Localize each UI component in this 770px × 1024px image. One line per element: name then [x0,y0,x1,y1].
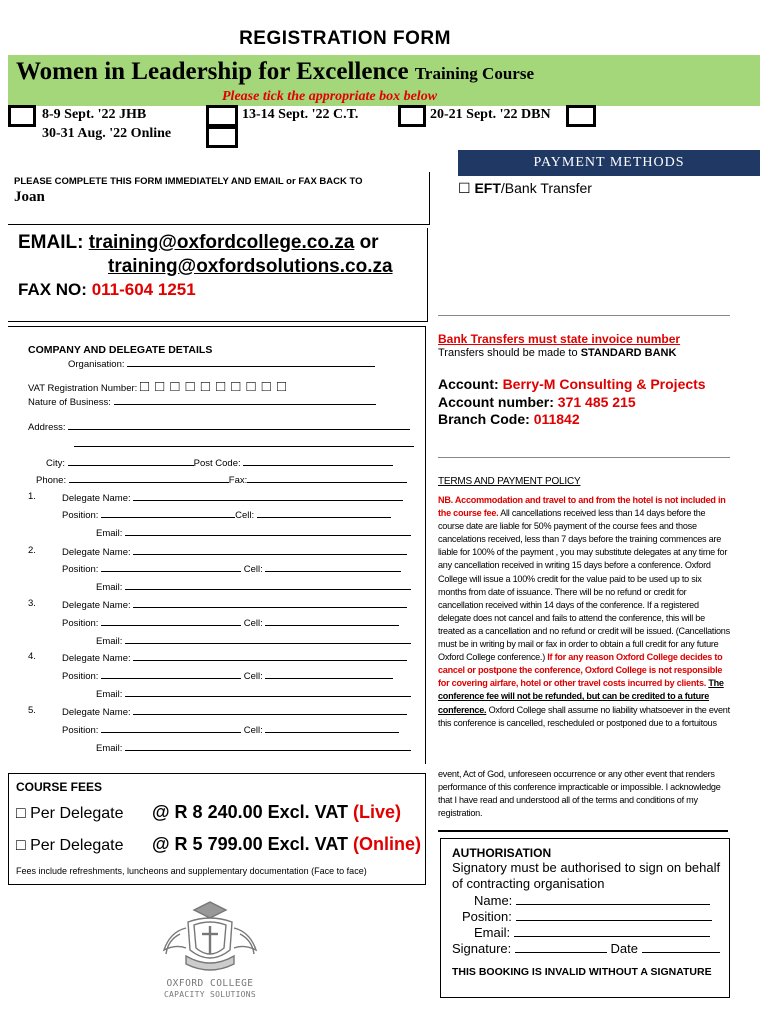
delegate-name-field[interactable] [133,545,407,555]
auth-date-field[interactable] [642,943,720,953]
auth-position-row[interactable] [462,909,712,924]
fee-option-live[interactable]: □ Per Delegate [16,805,124,822]
organisation-row[interactable] [68,357,375,370]
divider [438,457,730,458]
delegate-position-row[interactable] [62,562,401,575]
position-label: Position: [62,510,99,521]
position-label: Position: [62,564,99,575]
cell-field[interactable] [257,508,391,518]
form-title: REGISTRATION FORM [239,28,451,49]
fax-field[interactable] [247,473,407,483]
phone-row[interactable] [36,473,407,486]
account-label: Account: [438,376,499,392]
vat-boxes[interactable]: □ □ □ □ □ □ □ □ □ □ [139,378,288,395]
post-code-field[interactable] [243,456,393,466]
delegate-name-row[interactable] [62,651,407,664]
authorisation-description: Signatory must be authorised to sign on behalf of contracting organisation [452,860,721,891]
course-fees-title: COURSE FEES [16,780,103,794]
delegate-name-label: Delegate Name: [62,547,131,558]
fee-price-live: @ R 8 240.00 Excl. VAT [152,802,348,822]
policy-nb: NB. Accommodation and travel to and from the hotel is not included in the course fee. [438,495,726,519]
logo-text-line1: OXFORD COLLEGE [166,978,254,989]
fax-number: 011-604 1251 [91,280,196,299]
position-field[interactable] [101,616,241,626]
auth-email-field[interactable] [514,927,710,937]
cell-label: Cell: [243,564,263,575]
position-label: Position: [62,618,99,629]
nature-field[interactable] [114,395,376,405]
delegate-name-field[interactable] [133,598,407,608]
fee-mode-live: (Live) [353,802,402,822]
city-field[interactable] [68,456,194,466]
fee-price-online: @ R 5 799.00 Excl. VAT [152,834,348,854]
option-label-online: 30-31 Aug. '22 Online [42,126,172,141]
email-field-label: Email: [96,636,123,647]
auth-email-row[interactable] [474,925,710,940]
account-name: Berry-M Consulting & Projects [502,376,706,392]
branch-code: 011842 [533,411,580,427]
email-field-label: Email: [96,582,123,593]
auth-date-label: Date [610,941,638,956]
cell-field[interactable] [265,723,399,733]
branch-label: Branch Code: [438,411,530,427]
email-field[interactable] [125,687,411,697]
auth-position-label: Position: [462,909,512,924]
booking-invalid-notice: THIS BOOKING IS INVALID WITHOUT A SIGNATURE [452,966,712,978]
option-checkbox-online[interactable] [206,126,238,148]
delegate-name-label: Delegate Name: [62,600,131,611]
city-row[interactable] [46,456,393,469]
delegate-name-field[interactable] [133,651,407,661]
delegate-name-row[interactable] [62,491,403,504]
phone-field[interactable] [69,473,229,483]
course-title-main: Women in Leadership for Excellence [16,58,409,85]
auth-name-field[interactable] [516,895,710,905]
auth-signature-field[interactable] [515,943,607,953]
logo-text-line2: CAPACITY SOLUTIONS [163,990,257,999]
tick-instruction: Please tick the appropriate box below [222,89,438,104]
email-field-label: Email: [96,528,123,539]
option-checkbox-dbn-left[interactable] [398,105,426,127]
divider [438,315,730,316]
option-label-dbn: 20-21 Sept. '22 DBN [430,107,551,122]
fax-label: FAX NO: [18,280,87,299]
option-checkbox-dbn[interactable] [566,105,596,127]
eft-label: EFT [474,180,501,196]
delegate-name-row[interactable] [62,598,407,611]
position-field[interactable] [101,508,235,518]
fax-field-label: Fax: [228,475,248,486]
auth-name-label: Name: [474,893,513,908]
position-field[interactable] [101,723,241,733]
delegate-name-field[interactable] [133,491,403,501]
address-row-2[interactable] [74,437,414,450]
delegate-position-row[interactable] [62,723,399,736]
policy-cancellation: All cancellations received less than 14 days before the course date are liable for 50% payment of the course fees and those cancelations received, less than 7 days before the training commences are liable for 100% of the payment , you may substitute delegates at any time for any cancellation received in writing 15 days before a conference. Oxford College will issue a 100% credit for the value paid to be used up to six months from date of issuance. There will be no refund or credit for cancellation received within 14 days of the conference. If a registered delegate does not cancel and fails to attend the conference, this will be treated as a cancellation and no refund or credit will be issued. (Cancellations must be in writing by mail or fax in order to obtain a full credit for any future Oxford College conference.) [438,508,730,663]
position-field[interactable] [101,562,241,572]
course-title-sub: Training Course [414,64,534,83]
email-line [18,232,379,254]
delegate-email-row[interactable] [96,741,411,754]
company-heading: COMPANY AND DELEGATE DETAILS [28,344,213,356]
cell-label: Cell: [243,671,263,682]
return-instruction: PLEASE COMPLETE THIS FORM IMMEDIATELY AND EMAIL or FAX BACK TO [14,176,363,187]
email-or: or [359,232,379,253]
auth-signature-label: Signature: [452,941,512,956]
delegate-email-row[interactable] [96,580,411,593]
delegate-email-row[interactable] [96,687,411,700]
vat-row [28,378,287,395]
option-label-ct: 13-14 Sept. '22 C.T. [242,107,359,122]
auth-email-label: Email: [474,925,511,940]
authorisation-title: AUTHORISATION [452,846,552,860]
fee-mode-online: (Online) [353,834,421,854]
cell-field[interactable] [265,616,399,626]
email-field[interactable] [125,580,411,590]
account-name-row [438,376,706,392]
cell-label: Cell: [235,510,255,521]
phone-label: Phone: [36,475,67,486]
auth-name-row[interactable] [474,893,710,908]
position-label: Position: [62,725,99,736]
nature-label: Nature of Business: [28,397,111,408]
address-field[interactable] [68,420,410,430]
position-field[interactable] [101,669,241,679]
oxford-crest-icon [150,892,270,1002]
fax-line [18,280,196,300]
divider [438,830,728,832]
fees-note: Fees include refreshments, luncheons and supplementary documentation (Face to face) [16,866,367,876]
policy-liability: Oxford College shall assume no liability whatsoever in the event this conference is cancelled, rescheduled or postponed due to a fortuitous [438,704,730,728]
auth-signature-row[interactable] [452,941,720,956]
eft-checkbox[interactable]: ☐ [458,180,471,196]
account-number-label: Account number: [438,394,554,410]
delegate-email-row[interactable] [96,634,411,647]
delegate-name-label: Delegate Name: [62,653,131,664]
policy-title: TERMS AND PAYMENT POLICY [438,476,581,487]
policy-postpone: If for any reason Oxford College decides to cancel or postpone the conference, Oxford College is not responsible for covering airfare, hotel or other travel costs incurred by clients. [438,652,723,689]
transfer-prefix: Transfers should be made to [438,347,578,359]
delegate-number: 4. [28,651,36,662]
fee-amount-online [152,834,421,855]
nature-row[interactable] [28,395,376,408]
organisation-label: Organisation: [68,359,125,370]
cell-field[interactable] [265,669,393,679]
transfer-instruction [438,347,676,359]
auth-position-field[interactable] [516,911,712,921]
address-field-2[interactable] [74,437,414,447]
delegate-position-row[interactable] [62,508,391,521]
cell-label: Cell: [243,618,263,629]
policy-acknowledgement: event, Act of God, unforeseen occurrence or any other event that renders performance of this conference impracticable or impossible. I acknowledge that I have read and understood all of the terms and conditions of my registration. [438,769,721,819]
delegate-number: 1. [28,491,36,502]
eft-option[interactable] [458,180,592,197]
delegate-name-label: Delegate Name: [62,707,131,718]
option-checkbox-jhb[interactable] [8,105,36,127]
cell-field[interactable] [265,562,401,572]
vat-label: VAT Registration Number: [28,383,138,394]
email-field-label: Email: [96,743,123,754]
cell-label: Cell: [243,725,263,736]
policy-text [438,494,730,730]
account-number-row [438,394,636,410]
city-label: City: [46,458,65,469]
delegate-name-label: Delegate Name: [62,493,131,504]
address-row[interactable] [28,420,410,433]
bank-transfer-heading: Bank Transfers must state invoice number [438,332,681,346]
eft-label-rest: /Bank Transfer [500,180,592,196]
organisation-field[interactable] [127,357,375,367]
delegate-number: 3. [28,598,36,609]
delegate-position-row[interactable] [62,669,393,682]
payment-methods-header: PAYMENT METHODS [458,150,760,176]
account-number: 371 485 215 [557,394,636,410]
delegate-number: 5. [28,705,36,716]
delegate-position-row[interactable] [62,616,399,629]
delegate-email-row[interactable] [96,526,411,539]
email-link-1[interactable]: training@oxfordcollege.co.za [88,232,355,253]
branch-code-row [438,411,580,427]
policy-no-refund: The conference fee will not be refunded, but can be credited to a future conference. [438,678,724,715]
email-field[interactable] [125,634,411,644]
address-label: Address: [28,422,66,433]
transfer-bank: STANDARD BANK [580,347,677,359]
option-checkbox-ct[interactable] [206,105,238,127]
delegate-name-row[interactable] [62,545,407,558]
delegate-number: 2. [28,545,36,556]
position-label: Position: [62,671,99,682]
delegate-name-field[interactable] [133,705,407,715]
oxford-college-logo [150,892,270,1002]
course-title [16,58,534,86]
email-field-label: Email: [96,689,123,700]
contact-name: Joan [14,189,45,205]
delegate-name-row[interactable] [62,705,407,718]
fee-amount-live [152,802,401,823]
email-field[interactable] [125,741,411,751]
post-code-label: Post Code: [193,458,241,469]
option-label-jhb: 8-9 Sept. '22 JHB [42,107,147,122]
fee-option-online[interactable]: □ Per Delegate [16,837,124,854]
email-link-2[interactable]: training@oxfordsolutions.co.za [108,256,393,277]
email-label: EMAIL: [18,232,84,253]
email-field[interactable] [125,526,411,536]
